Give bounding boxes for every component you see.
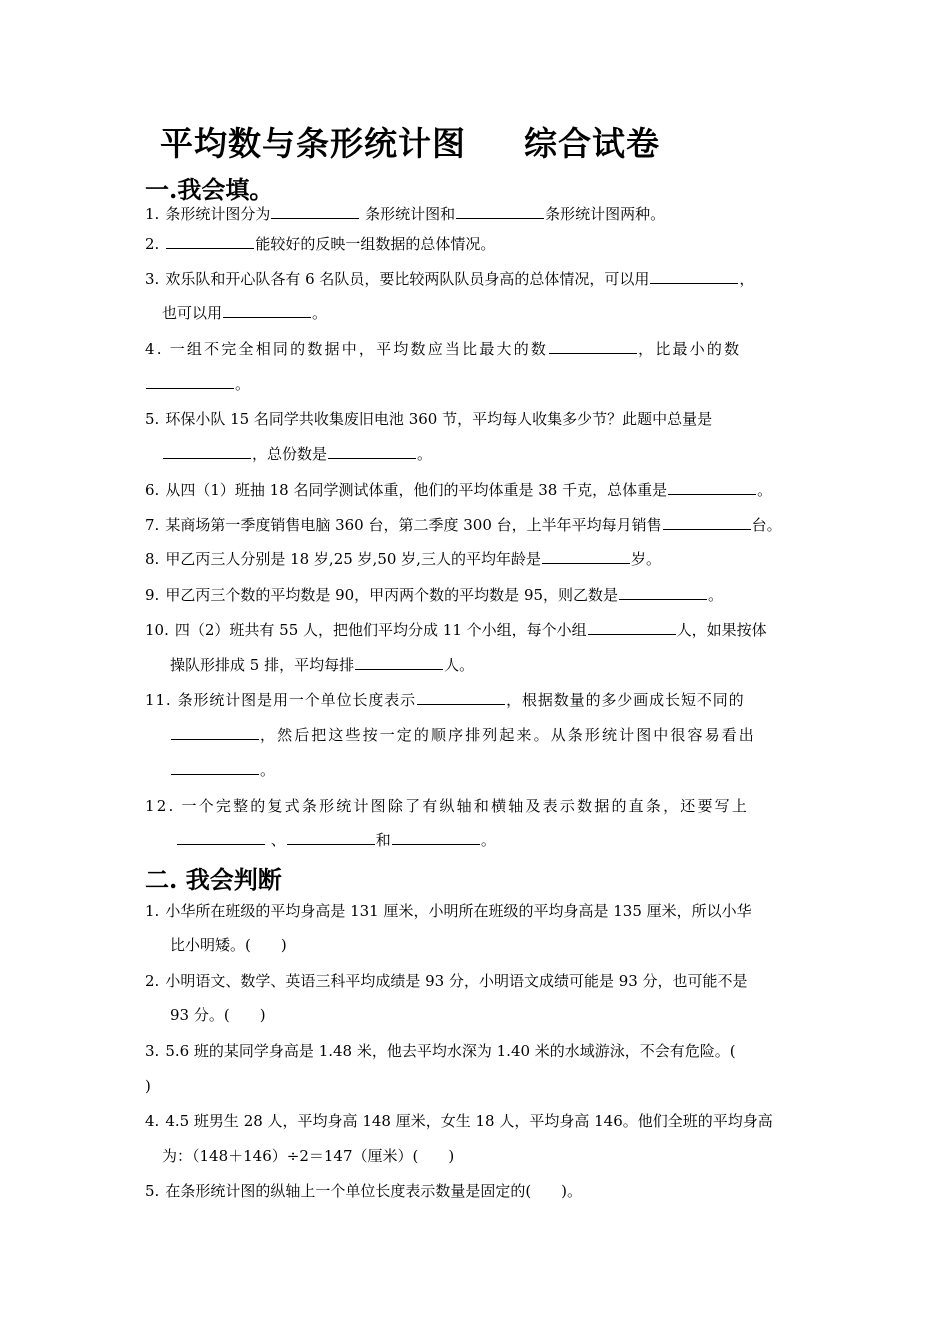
question-1: 1. 条形统计图分为 条形统计图和 条形统计图两种。 [145,205,666,223]
answer-blank[interactable] [328,444,416,459]
answer-blank[interactable] [392,830,480,845]
answer-blank[interactable] [355,655,443,670]
judge-3-cont: ) [145,1077,151,1095]
judge-1-cont: 比小明矮。( ) [170,936,287,954]
question-5: 5. 环保小队 15 名同学共收集废旧电池 360 节，平均每人收集多少节？此题中总量是 [145,410,713,428]
question-11: 11. 条形统计图是用一个单位长度表示 ，根据数量的多少画成长短不同的 [145,691,745,709]
answer-blank[interactable] [549,339,637,354]
answer-blank[interactable] [166,234,254,249]
judge-3: 3. 5.6 班的某同学身高是 1.48 米，他去平均水深为 1.40 米的水域游泳，不会有危险。( [145,1042,736,1060]
answer-blank[interactable] [271,204,359,219]
section-2-heading: 二. 我会判断 [145,865,282,894]
question-12: 12. 一个完整的复式条形统计图除了有纵轴和横轴及表示数据的直条，还要写上 [145,797,750,815]
judge-5: 5. 在条形统计图的纵轴上一个单位长度表示数量是固定的( )。 [145,1182,583,1200]
question-6: 6. 从四（1）班抽 18 名同学测试体重，他们的平均体重是 38 千克，总体重是 。 [145,481,773,499]
judge-2-cont: 93 分。( ) [170,1006,266,1024]
question-10-cont: 操队形排成 5 排，平均每排 人。 [170,656,475,674]
judge-4: 4. 4.5 班男生 28 人，平均身高 148 厘米，女生 18 人，平均身高 146。他们全班的平均身高 [145,1112,773,1130]
answer-blank[interactable] [223,303,311,318]
judge-4-cont: 为：（148＋146）÷2＝147（厘米）( ) [162,1147,455,1165]
answer-blank[interactable] [171,760,259,775]
answer-blank[interactable] [287,830,375,845]
question-11-cont2: 。 [170,760,275,780]
answer-blank[interactable] [146,374,234,389]
answer-blank[interactable] [456,204,544,219]
section-1-heading: 一.我会填。 [145,175,274,204]
question-3: 3. 欢乐队和开心队各有 6 名队员，要比较两队队员身高的总体情况，可以用 ， [145,270,755,288]
answer-blank[interactable] [542,549,630,564]
judge-1: 1. 小华所在班级的平均身高是 131 厘米，小明所在班级的平均身高是 135 厘米，所以小华 [145,902,752,920]
title-sub: 综合试卷 [524,124,660,163]
question-12-cont: 、 和 。 [176,830,496,850]
question-2: 2. 能较好的反映一组数据的总体情况。 [145,235,496,253]
question-8: 8. 甲乙丙三人分别是 18 岁,25 岁,50 岁,三人的平均年龄是 岁。 [145,550,661,568]
answer-blank[interactable] [650,269,738,284]
page-title [160,118,660,165]
question-4: 4. 一组不完全相同的数据中，平均数应当比最大的数 ，比最小的数 [145,340,742,358]
judge-2: 2. 小明语文、数学、英语三科平均成绩是 93 分，小明语文成绩可能是 93 分，也可能不是 [145,972,748,990]
answer-blank[interactable] [619,585,707,600]
answer-blank[interactable] [663,515,751,530]
answer-blank[interactable] [163,444,251,459]
question-7: 7. 某商场第一季度销售电脑 360 台，第二季度 300 台，上半年平均每月销售 台。 [145,516,782,534]
answer-blank[interactable] [417,690,505,705]
question-4-cont: 。 [145,374,250,394]
answer-blank[interactable] [668,480,756,495]
question-9: 9. 甲乙丙三个数的平均数是 90，甲丙两个数的平均数是 95，则乙数是 。 [145,586,724,604]
answer-blank[interactable] [177,830,265,845]
answer-blank[interactable] [171,725,259,740]
question-10: 10. 四（2）班共有 55 人，把他们平均分成 11 个小组，每个小组 人，如果按体 [145,621,767,639]
question-5-cont: ，总份数是 。 [162,444,432,464]
question-3-cont: 也可以用 。 [162,304,328,322]
answer-blank[interactable] [588,620,676,635]
question-11-cont: ，然后把这些按一定的顺序排列起来。从条形统计图中很容易看出 [170,725,756,745]
title-main: 平均数与条形统计图 [160,124,466,163]
